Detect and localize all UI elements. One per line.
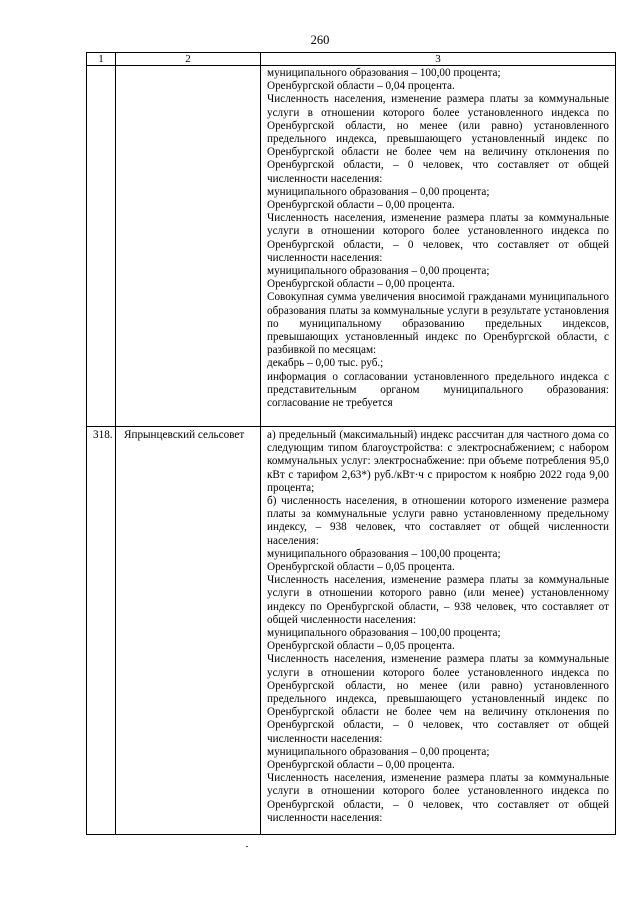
paragraph: муниципального образования – 100,00 процента; (267, 627, 501, 640)
scan-mark (246, 846, 248, 847)
paragraph: Численность населения, изменение размера платы за коммунальные услуги в отношении которого равно (или менее) установленному индексу по Оренбургской области, – 938 человек, что составляет от общей численности населения: (267, 574, 609, 626)
paragraph: Совокупная сумма увеличения вносимой гражданами муниципального образования платы за коммунальные услуги в результате установления по муниципальному образованию предельных индексов, превышающих установленный индекс по Оренбургской области, с разбивкой по месяцам: (267, 291, 609, 357)
paragraph: б) численность населения, в отношении которого изменение размера платы за коммунальные услуги равно установленному предельному индексу, – 938 человек, что составляет от общей численности населения: (267, 495, 609, 547)
page-number: 260 (310, 33, 330, 47)
indices-table (86, 52, 616, 835)
column-header-3: 3 (261, 53, 616, 66)
table-row-318 (87, 427, 616, 835)
paragraph: Оренбургской области – 0,05 процента. (267, 640, 455, 653)
column-header-1: 1 (87, 53, 116, 66)
paragraph: муниципального образования – 0,00 процента; (267, 265, 490, 278)
paragraph: Оренбургской области – 0,04 процента. (267, 80, 455, 93)
row-content-cell (261, 66, 616, 427)
paragraph: муниципального образования – 0,00 процента; (267, 745, 490, 758)
paragraph: Оренбургской области – 0,00 процента. (267, 199, 455, 212)
paragraph: муниципального образования – 100,00 процента; (267, 67, 501, 79)
row-number-cell (87, 66, 116, 427)
paragraph: декабрь – 0,00 тыс. руб.; (267, 357, 384, 370)
paragraph: Численность населения, изменение размера платы за коммунальные услуги в отношении которого более установленного индекса по Оренбургской области, но менее (или равно) установленного предельного индекса, превышающего установленный индекс по Оренбургской области не более чем на величину отклонения по Оренбургской области, – 0 человек, что составляет от общей численности населения: (267, 653, 609, 745)
paragraph: Численность населения, изменение размера платы за коммунальные услуги в отношении которого более установленного индекса по Оренбургской области, но менее (или равно) установленного предельного индекса, превышающего установленный индекс по Оренбургской области не более чем на величину отклонения по Оренбургской области, – 0 человек, что составляет от общей численности населения: (267, 93, 609, 185)
column-header-2: 2 (116, 53, 261, 66)
paragraph: Численность населения, изменение размера платы за коммунальные услуги в отношении которого более установленного индекса по Оренбургской области, – 0 человек, что составляет от общей численности населения: (267, 772, 609, 824)
paragraph: муниципального образования – 100,00 процента; (267, 547, 501, 560)
row-content-cell (261, 427, 616, 835)
paragraph: Оренбургской области – 0,00 процента. (267, 759, 455, 772)
paragraph: муниципального образования – 0,00 процента; (267, 185, 490, 198)
paragraph: Оренбургской области – 0,00 процента. (267, 278, 455, 291)
paragraph: Оренбургской области – 0,05 процента. (267, 561, 455, 574)
paragraph: а) предельный (максимальный) индекс рассчитан для частного дома со следующим типом благоустройства: с электроснабжением; с набором коммунальных услуг: электроснабжение: при объеме потребления 95,0 кВт с тарифом 2,63*) руб./кВт·ч с приростом к ноябрю 2022 года 9,00 процента; (267, 429, 609, 494)
row-name-cell (116, 66, 261, 427)
paragraph: Численность населения, изменение размера платы за коммунальные услуги в отношении которого более установленного индекса по Оренбургской области, – 0 человек, что составляет от общей численности населения: (267, 212, 609, 264)
table-header-row (87, 53, 616, 66)
row-number: 318. (87, 427, 116, 835)
table-row-continuation (87, 66, 616, 427)
paragraph: информация о согласовании установленного предельного индекса с представительным органом муниципального образования: согласование не требуется (267, 370, 609, 410)
settlement-name: Япрынцевский сельсовет (116, 427, 261, 835)
